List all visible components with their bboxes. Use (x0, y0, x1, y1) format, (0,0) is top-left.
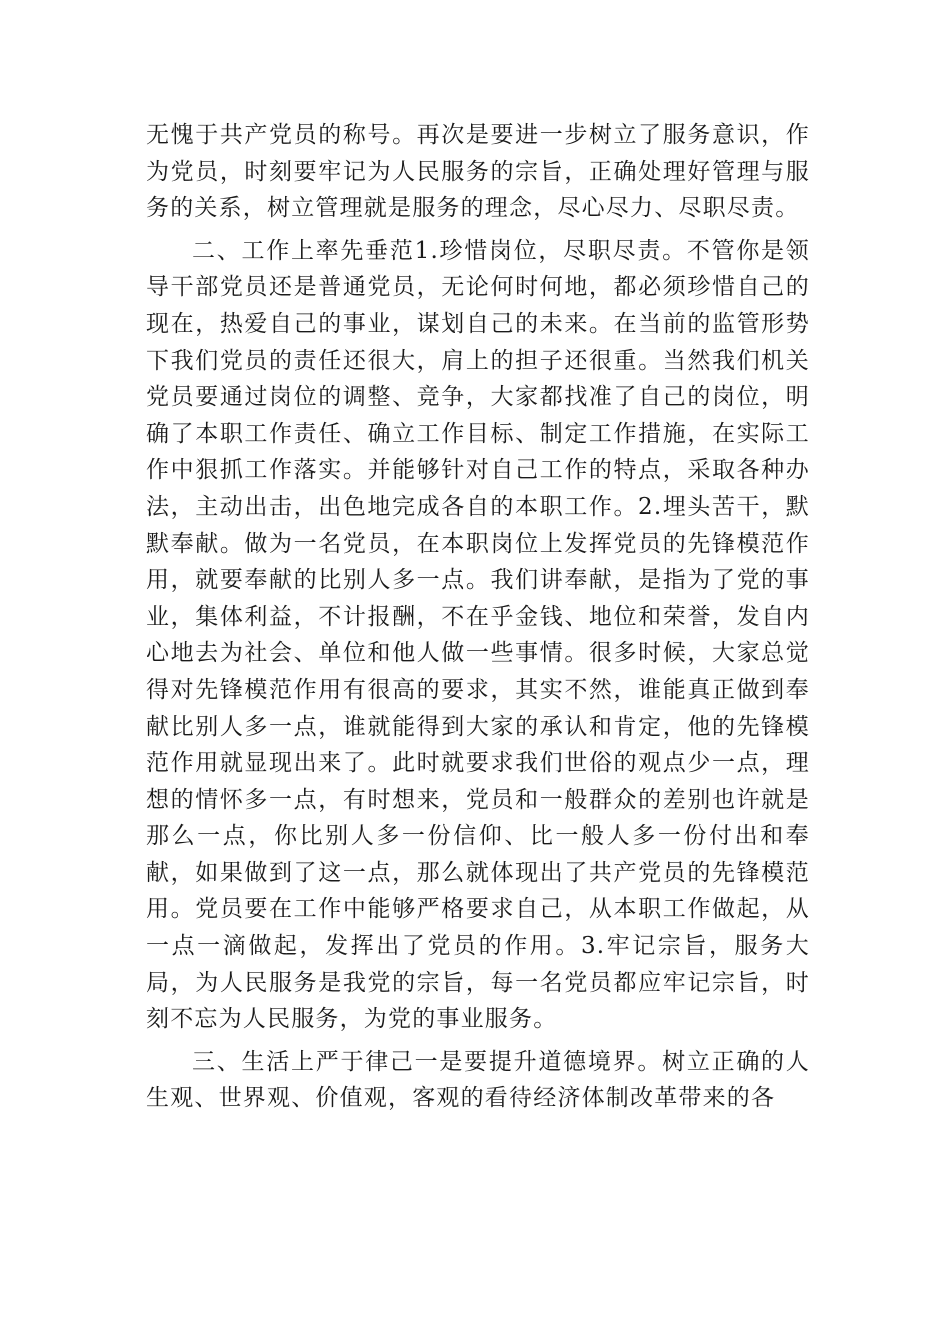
document-body (146, 117, 810, 1123)
paragraph-work-exemplary: 二、工作上率先垂范1.珍惜岗位，尽职尽责。不管你是领导干部党员还是普通党员，无论何时何地，都必须珍惜自己的现在，热爱自己的事业，谋划自己的未来。在当前的监管形势下我们党员的责任还很大，肩上的担子还很重。当然我们机关党员要通过岗位的调整、竞争，大家都找准了自己的岗位，明确了本职工作责任、确立工作目标、制定工作措施，在实际工作中狠抓工作落实。并能够针对自己工作的特点，采取各种办法，主动出击，出色地完成各自的本职工作。2.埋头苦干，默默奉献。做为一名党员，在本职岗位上发挥党员的先锋模范作用，就要奉献的比别人多一点。我们讲奉献，是指为了党的事业，集体利益，不计报酬，不在乎金钱、地位和荣誉，发自内心地去为社会、单位和他人做一些事情。很多时候，大家总觉得对先锋模范作用有很高的要求，其实不然，谁能真正做到奉献比别人多一点，谁就能得到大家的承认和肯定，他的先锋模范作用就显现出来了。此时就要求我们世俗的观点少一点，理想的情怀多一点，有时想来，党员和一般群众的差别也许就是那么一点，你比别人多一份信仰、比一般人多一份付出和奉献，如果做到了这一点，那么就体现出了共产党员的先锋模范用。党员要在工作中能够严格要求自己，从本职工作做起，从一点一滴做起，发挥出了党员的作用。3.牢记宗旨，服务大局，为人民服务是我党的宗旨，每一名党员都应牢记宗旨，时刻不忘为人民服务，为党的事业服务。 (146, 237, 810, 1033)
paragraph-continuation: 无愧于共产党员的称号。再次是要进一步树立了服务意识，作为党员，时刻要牢记为人民服务的宗旨，正确处理好管理与服务的关系，树立管理就是服务的理念，尽心尽力、尽职尽责。 (146, 122, 810, 222)
paragraph-life-self-discipline: 三、生活上严于律己一是要提升道德境界。树立正确的人生观、世界观、价值观，客观的看待经济体制改革带来的各 (146, 1048, 810, 1112)
